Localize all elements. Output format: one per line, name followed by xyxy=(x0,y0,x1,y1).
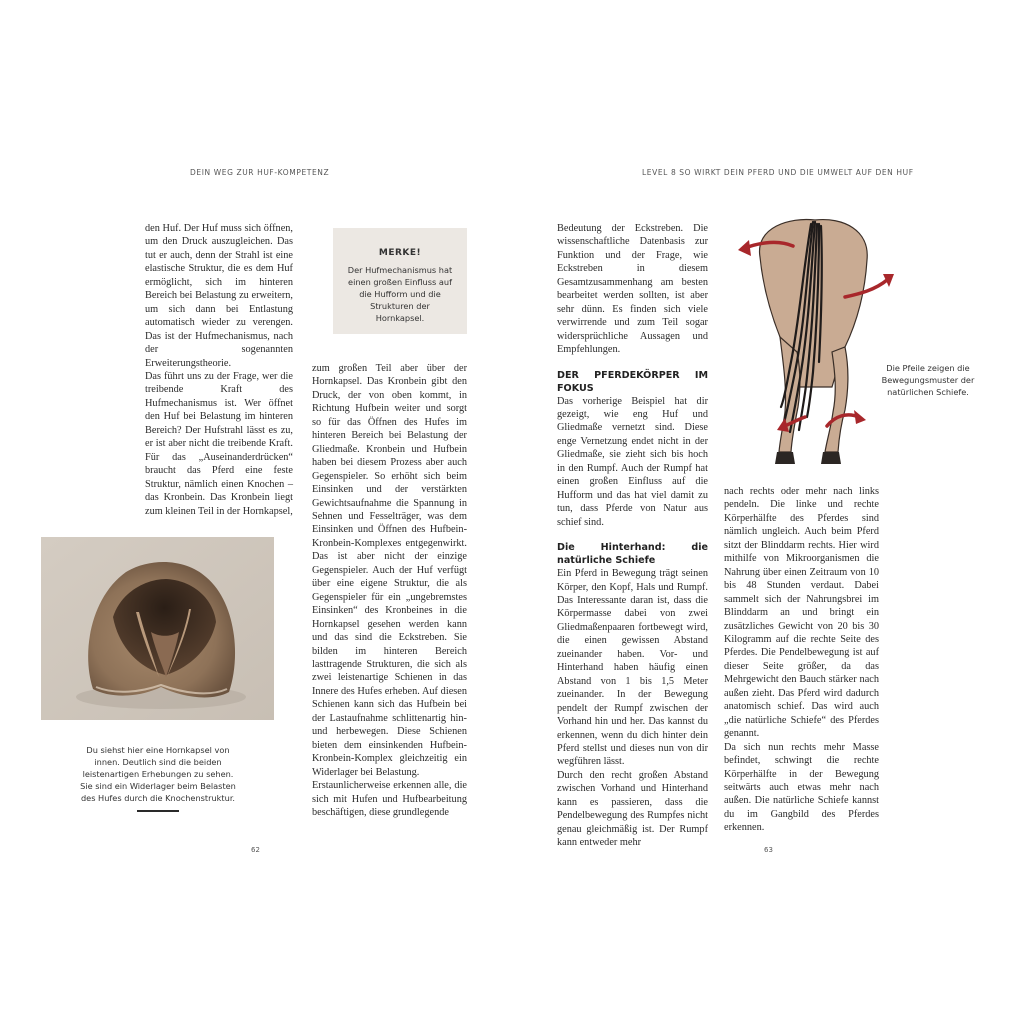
body-paragraph: Da sich nun rechts mehr Masse befindet, schwingt die rechte Körperhälfte in der Bewegung seitwärts auch etwas mehr nach außen. Die natürliche Schiefe kannst du im Gangbild des Pferdes erkennen. xyxy=(724,741,879,834)
caption-rule xyxy=(137,810,179,812)
horse-hindquarter-illustration xyxy=(735,212,897,474)
body-paragraph: Erstaunlicherweise erkennen alle, die sich mit Hufen und Hufbearbeitung beschäftigen, diese grundlegende xyxy=(312,780,467,818)
left-column-2 xyxy=(312,362,467,819)
body-paragraph: Das führt uns zu der Frage, wer die treibende Kraft des Hufmechanismus ist. Wer öffnet den Huf bei Belastung im hinteren Bereich? Der Hufstrahl lässt es zu, er ist aber nicht die treibende Kraft. Für das „Auseinanderdrücken“ braucht das Pferd eine feste Struktur, nämlich einen Knochen – das Kronbein. Das Kronbein liegt zum kleinen Teil in der Hornkapsel, xyxy=(145,370,293,517)
running-head-left: DEIN WEG ZUR HUF-KOMPETENZ xyxy=(190,168,330,177)
photo-caption: Du siehst hier eine Hornkapsel von innen. Deutlich sind die beiden leistenartigen Erhebungen zu sehen. Sie sind ein Widerlager beim Belasten des Hufes durch die Knochenstruktur. xyxy=(80,745,236,804)
page-number-right: 63 xyxy=(764,846,773,854)
body-paragraph: Ein Pferd in Bewegung trägt seinen Körper, den Kopf, Hals und Rumpf. Das Interessante daran ist, dass die Körpermasse dabei von zwei Gliedmaßenpaaren fortbewegt wird, die einen gewissen Abstand zueinander haben. Vor- und Hinterhand haben häufig einen Abstand von 1 bis 1,5 Meter zueinander. In der Bewegung pendelt der Rumpf zwischen der Vorhand hin und her. Das kannst du erkennen, wenn du dich hinter dein Pferd stellst und dieses nun von dir wegführen lässt. xyxy=(557,568,708,768)
merke-title: MERKE! xyxy=(378,248,422,258)
page-number-left: 62 xyxy=(251,846,260,854)
body-paragraph: Bedeutung der Eckstreben. Die wissenschaftliche Datenbasis zur Funktion und der Frage, wie Eckstreben in diesem Gesamtzusammenhang am besten bearbeitet werden sollten, ist aber sehr dünn. Es finden sich viele verwirrende und zum Teil sogar widersprüchliche Aussagen und Empfehlungen. xyxy=(557,223,708,356)
body-paragraph: nach rechts oder mehr nach links pendeln. Die linke und rechte Körperhälfte des Pferdes sind nämlich ungleich. Auch beim Pferd sitzt der Blinddarm rechts. Hier wird mithilfe von Mikroorganismen die Nahrung über einen Zeitraum von 10 bis 48 Stunden verdaut. Dabei sammelt sich der Nahrungsbrei im Blinddarm an und bringt ein zusätzliches Gewicht von 20 bis 30 Kilogramm auf die rechte Seite des Pferdes. Die Pendelbewegung ist auf dieser Seite größer, da das Mehrgewicht den Bauch stärker nach außen zieht. Das Pferd wird dadurch anatomisch schief. Das wird auch „die natürliche Schiefe“ des Pferdes genannt. xyxy=(724,486,879,740)
merke-body: Der Hufmechanismus hat einen großen Einfluss auf die Hufform und die Strukturen der Hornkapsel. xyxy=(347,265,453,324)
section-heading: DER PFERDEKÖRPER IM FOKUS xyxy=(557,369,708,394)
illustration-caption: Die Pfeile zeigen die Bewegungsmuster der natürlichen Schiefe. xyxy=(881,363,975,398)
hoof-capsule-photo xyxy=(41,537,274,720)
running-head-right: LEVEL 8 SO WIRKT DEIN PFERD UND DIE UMWELT AUF DEN HUF xyxy=(642,168,914,177)
left-column-1 xyxy=(145,222,293,518)
body-paragraph: zum großen Teil aber über der Hornkapsel. Das Kronbein gibt den Druck, der von oben kommt, in Richtung Hufbein weiter und sorgt so für das Öffnen des Hufes im hinteren Bereich bei Belastung der Gliedmaße. Kronbein und Hufbein haben bei diesem Prozess aber auch Gegenspieler. So erhöht sich beim Einsinken und der verstärkten Gewichtsaufnahme die Spannung in Sehnen und Fesselträger, was dem Einsinken und Öffnen des Hufbein-Kronbein-Komplexes entgegenwirkt. Das ist aber nicht der einzige Gegenspieler. Auch der Huf verfügt über eine eigene Struktur, die als Gegenspieler für ein „ungebremstes Einsinken“ des Kronbeines in die Hornkapsel gesehen werden kann und das sind die Eckstreben. Sie bilden im hinteren Bereich lasttragende Strukturen, die sich als zwei leistenartige Schienen in das Innere des Hufes erheben. Auf diesen Schienen kann sich das Hufbein bei der Lastaufnahme schlittenartig hin- und herbewegen. Diese Schienen bieten dem einsinkenden Hufbein-Kronbein-Komplex gleichzeitig ein Widerlager bei Belastung. xyxy=(312,363,467,778)
body-paragraph: den Huf. Der Huf muss sich öffnen, um den Druck auszugleichen. Das tut er auch, denn der Strahl ist eine elastische Struktur, die es dem Huf ermöglicht, sich im hinteren Bereich bei Belastung zu erweitern, um sich dann bei Entlastung automatisch wieder zu verengen. Das ist der Hufmechanismus, nach der sogenannten Erweiterungstheorie. xyxy=(145,223,293,369)
merke-box xyxy=(333,228,467,334)
right-column-2 xyxy=(724,485,879,835)
body-paragraph: Das vorherige Beispiel hat dir gezeigt, wie eng Huf und Gliedmaße vernetzt sind. Diese enge Vernetzung endet nicht in der Gliedmaße, sie zieht sich bis hoch in den Rumpf. Auch der Rumpf hat einen großen Einfluss auf die Hufform und das hat viel damit zu tun, dass Pferde von Natur aus schief sind. xyxy=(557,395,708,528)
body-paragraph: Durch den recht großen Abstand zwischen Vorhand und Hinterhand kann es passieren, dass die Pendelbewegung des Rumpfes nicht genau gleichmäßig ist. Der Rumpf kann entweder mehr xyxy=(557,769,708,849)
right-column-1 xyxy=(557,222,708,850)
subsection-heading: Die Hinterhand: die natürliche Schiefe xyxy=(557,542,708,567)
